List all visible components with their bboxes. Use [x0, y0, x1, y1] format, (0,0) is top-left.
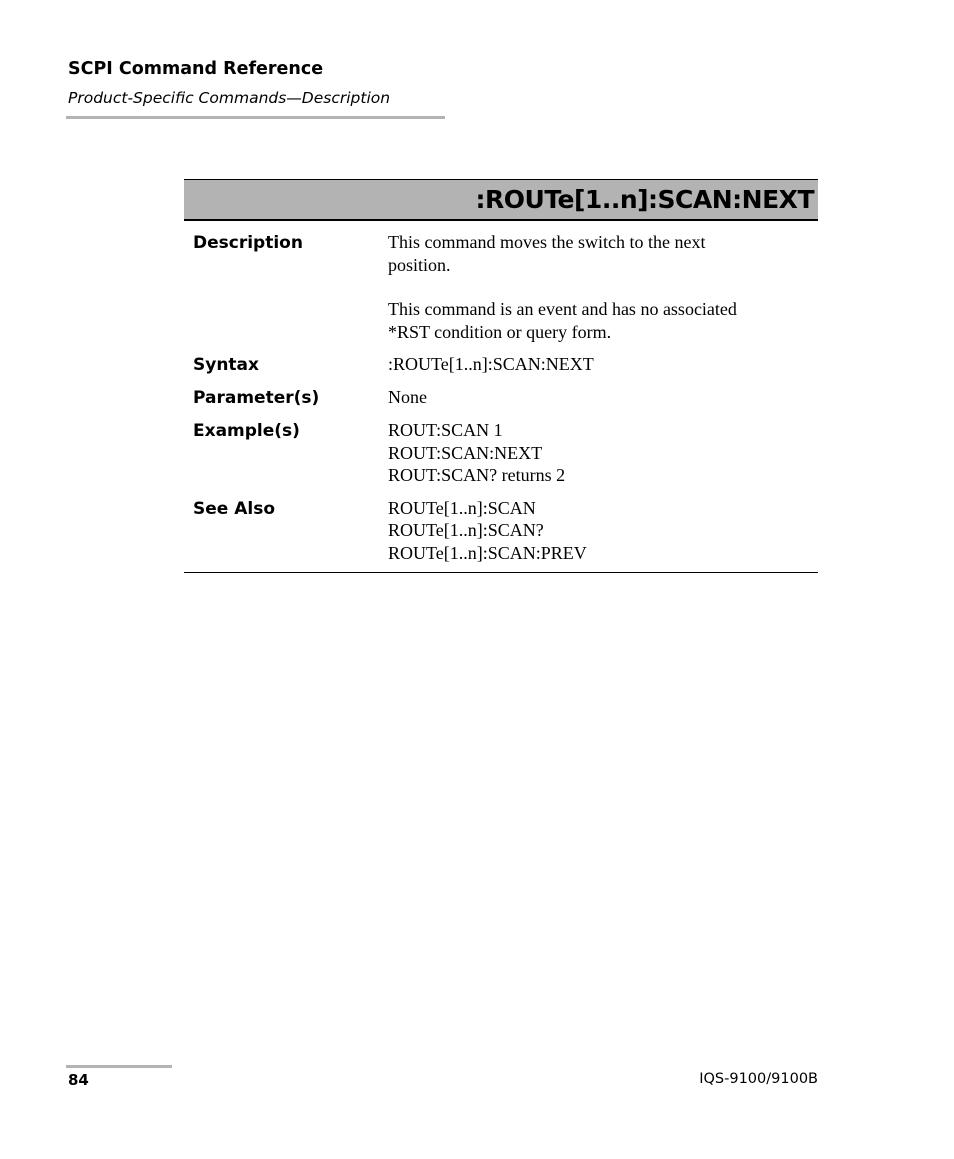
examples-label: Example(s): [193, 421, 300, 441]
parameters-label: Parameter(s): [193, 388, 320, 408]
examples-value: [388, 419, 818, 487]
see-also-row: [184, 497, 818, 565]
header-divider: [66, 116, 445, 119]
example-line: ROUT:SCAN 1: [388, 420, 503, 440]
description-label: Description: [193, 233, 303, 253]
syntax-label: Syntax: [193, 355, 259, 375]
see-also-link[interactable]: ROUTe[1..n]:SCAN:PREV: [388, 542, 587, 563]
syntax-row: [184, 353, 818, 376]
example-line: ROUT:SCAN:NEXT: [388, 442, 543, 463]
table-bottom-rule: [184, 572, 818, 573]
description-text-line: *RST condition or query form.: [388, 321, 612, 342]
command-name: :ROUTe[1..n]:SCAN:NEXT: [475, 185, 814, 214]
see-also-link[interactable]: ROUTe[1..n]:SCAN?: [388, 520, 544, 540]
description-text-line: This command moves the switch to the next: [388, 232, 706, 252]
description-value: [388, 231, 818, 343]
see-also-label: See Also: [193, 498, 276, 519]
section-subtitle: Product-Specific Commands—Description: [68, 89, 391, 107]
product-name: IQS-9100/9100B: [699, 1071, 818, 1087]
description-paragraph: [388, 298, 818, 343]
footer-divider: [66, 1065, 172, 1068]
description-text-line: This command is an event and has no associated: [388, 299, 737, 319]
example-line: ROUT:SCAN? returns 2: [388, 465, 566, 485]
description-text-line: position.: [388, 254, 451, 275]
page-number: 84: [68, 1071, 89, 1089]
description-row: [184, 231, 818, 343]
parameters-row: [184, 386, 818, 409]
running-header: [68, 58, 390, 108]
command-title-bar: [184, 179, 818, 221]
see-also-link[interactable]: ROUTe[1..n]:SCAN: [388, 497, 536, 518]
syntax-value: :ROUTe[1..n]:SCAN:NEXT: [388, 354, 594, 374]
description-paragraph: [388, 231, 818, 276]
see-also-value: [388, 497, 818, 565]
command-reference-table: [184, 179, 818, 573]
examples-row: [184, 419, 818, 487]
parameters-value: None: [388, 387, 427, 407]
section-title: SCPI Command Reference: [68, 59, 324, 79]
